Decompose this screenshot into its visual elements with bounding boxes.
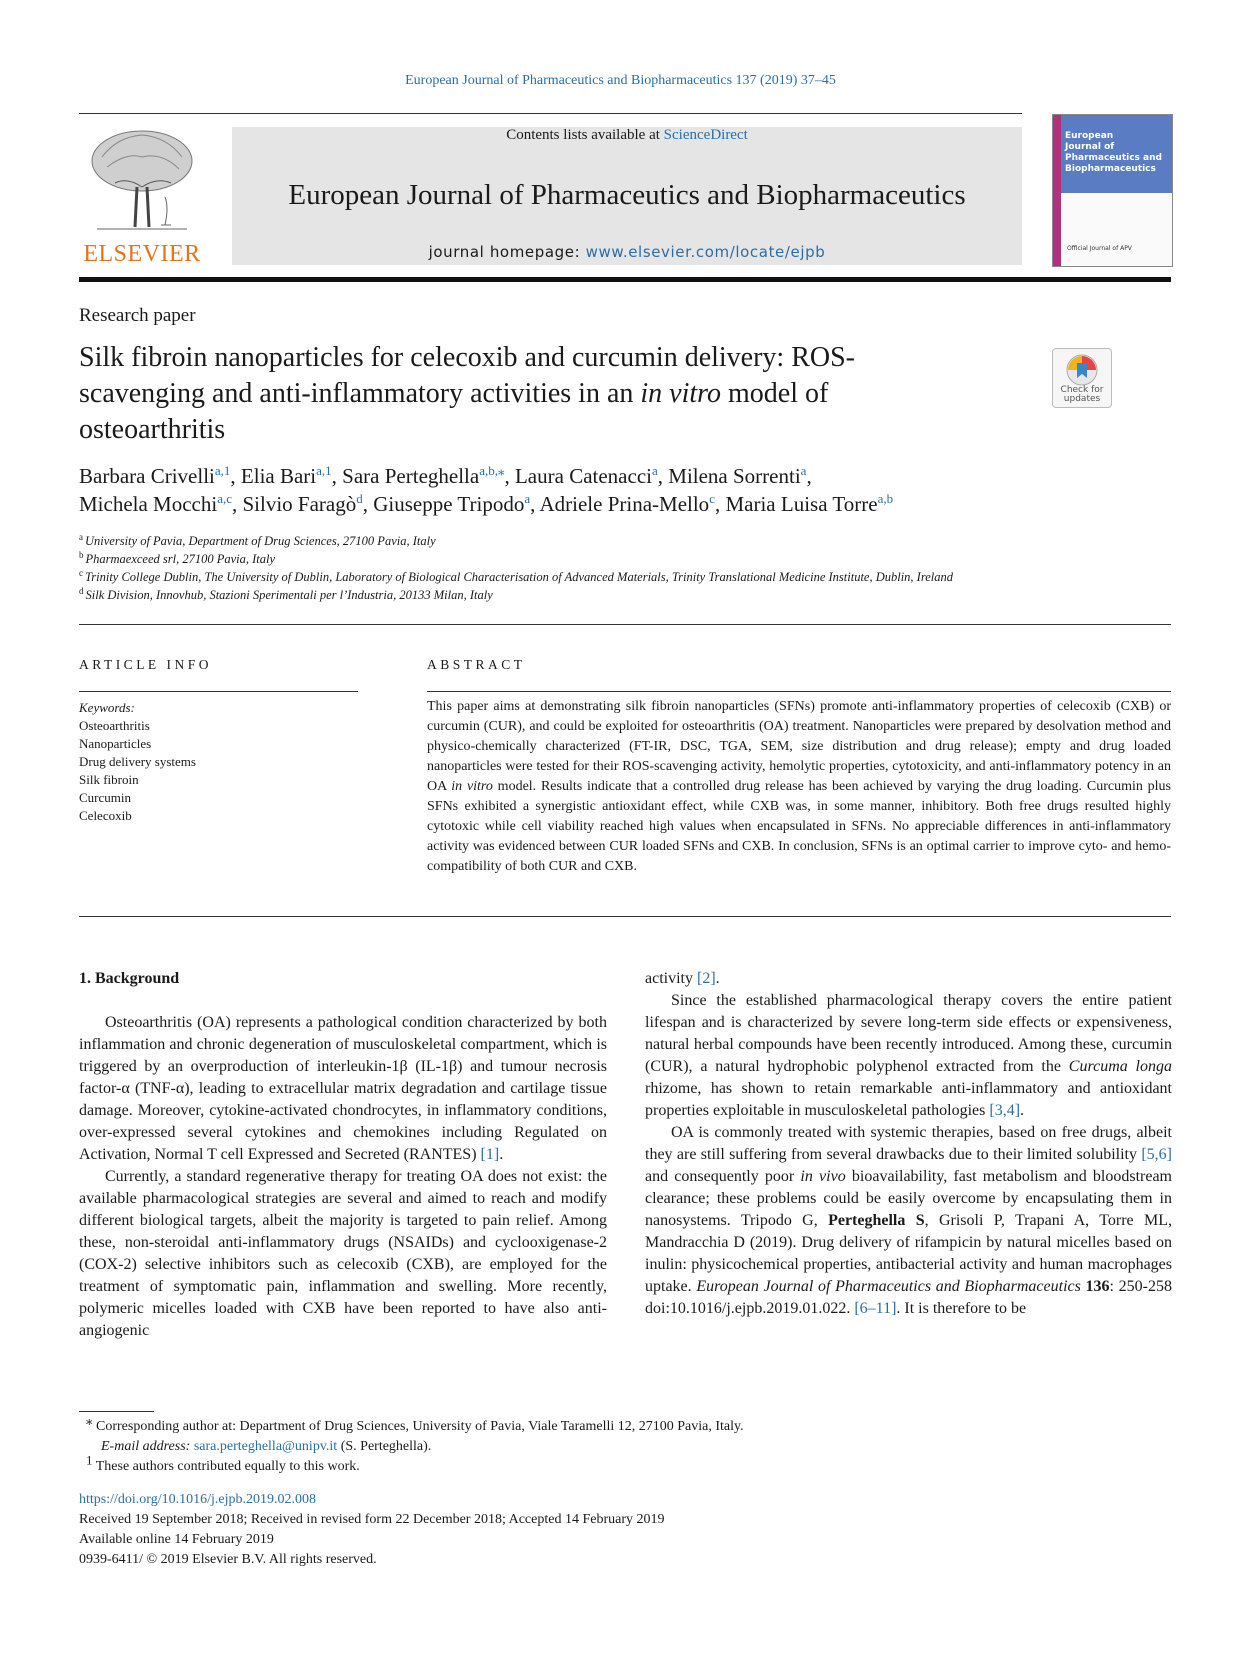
author[interactable]: Giuseppe Tripodo$^a$ bbox=[373, 491, 531, 516]
author[interactable]: Silvio Faragò$^d$ bbox=[242, 491, 363, 516]
online-date: Available online 14 February 2019 bbox=[79, 1532, 274, 1547]
body-column-left bbox=[79, 968, 607, 1342]
author-affiliation-marker[interactable]: a,c bbox=[217, 491, 232, 506]
cover-title-line: European bbox=[1065, 131, 1114, 141]
citation-link[interactable]: [5,6] bbox=[1141, 1146, 1172, 1163]
affiliation: $^d$ Silk Division, Innovhub, Stazioni Sperimentali per l’Industria, 20133 Milan, Italy bbox=[79, 585, 493, 602]
journal-header-banner bbox=[232, 127, 1022, 265]
journal-homepage-line bbox=[232, 243, 1022, 261]
title-part: Silk fibroin nanoparticles for celecoxib and curcumin delivery: ROS-scavenging and anti-inflammatory activities in an bbox=[79, 342, 856, 409]
author-affiliation-marker[interactable]: a bbox=[800, 463, 807, 478]
paragraph: Currently, a standard regenerative therapy for treating OA does not exist: the available pharmacological strategies are several and aimed to reach and modify different biological targets, albeit the majority is targeted to pain relief. Among these, non-steroidal anti-inflammatory drugs (NSAIDs) and cyclooxigenase-2 (COX-2) selective inhibitors such as celecoxib (CXB), are employed for the treatment of symptomatic pain, inflammation and swelling. More recently, polymeric micelles loaded with CXB have been reported to have also anti-angiogenic bbox=[79, 1168, 607, 1339]
article-title bbox=[79, 340, 979, 448]
crossmark-label: Check for updates bbox=[1060, 385, 1104, 404]
keyword: Osteoarthritis bbox=[79, 718, 150, 733]
homepage-prefix: journal homepage: bbox=[428, 243, 586, 261]
journal-citation[interactable]: European Journal of Pharmaceutics and Biopharmaceutics 137 (2019) 37–45 bbox=[405, 73, 836, 88]
received-dates: Received 19 September 2018; Received in revised form 22 December 2018; Accepted 14 February 2019 bbox=[79, 1512, 665, 1527]
cover-title-line: Journal of bbox=[1065, 142, 1115, 152]
citation-link[interactable]: [1] bbox=[480, 1146, 500, 1163]
author[interactable]: Laura Catenacci$^a$ bbox=[514, 463, 658, 488]
cover-title-line: Biopharmaceutics bbox=[1065, 164, 1156, 174]
author-affiliation-marker[interactable]: c bbox=[709, 491, 715, 506]
affiliation: $^c$ Trinity College Dublin, The University of Dublin, Laboratory of Biological Characterisation of Advanced Materials, Trinity Translational Medicine Institute, Dublin, Ireland bbox=[79, 567, 954, 584]
author-affiliation-marker[interactable]: d bbox=[356, 491, 363, 506]
affiliation-list bbox=[79, 532, 1169, 604]
cover-footer: Official Journal of APV bbox=[1067, 245, 1132, 252]
citation-link[interactable]: [2] bbox=[696, 970, 716, 987]
author[interactable]: Maria Luisa Torre$^{a,b}$ bbox=[725, 491, 894, 516]
footnote-equal: $^1$ These authors contributed equally to this work. bbox=[86, 1452, 360, 1474]
divider bbox=[79, 916, 1171, 917]
journal-title: European Journal of Pharmaceutics and Biopharmaceutics bbox=[288, 179, 966, 211]
keywords-block bbox=[79, 699, 359, 825]
keyword: Nanoparticles bbox=[79, 736, 152, 751]
author-affiliation-marker[interactable]: a bbox=[524, 491, 531, 506]
contents-line bbox=[232, 127, 1022, 144]
author[interactable]: Elia Bari$^{a,1}$ bbox=[240, 463, 332, 488]
check-for-updates-button[interactable] bbox=[1052, 348, 1112, 408]
contents-prefix: Contents lists available at bbox=[506, 127, 664, 143]
title-italic: in vitro bbox=[640, 378, 722, 409]
author[interactable]: Milena Sorrenti$^a$ bbox=[668, 463, 807, 488]
cover-title bbox=[1065, 131, 1169, 175]
keywords-label: Keywords: bbox=[79, 700, 135, 715]
citation-link[interactable]: [3,4] bbox=[989, 1102, 1021, 1119]
divider bbox=[79, 691, 358, 692]
article-info-heading: ARTICLE INFO bbox=[79, 657, 213, 672]
crossmark-icon bbox=[1065, 353, 1099, 387]
footnotes bbox=[79, 1412, 1169, 1477]
paragraph: Osteoarthritis (OA) represents a pathological condition characterized by both inflammation and chronic degeneration of musculoskeletal compartment, which is triggered by an overproduction of interleukin-1β (IL-1β) and tumour necrosis factor-α (TNF-α), leading to extracellular matrix degradation and cartilage tissue damage. Moreover, cytokine-activated chondrocytes, in inflammatory conditions, over-expressed several cytokines and chemokines including Regulated on Activation, Normal T cell Expressed and Secreted (RANTES) [1]. bbox=[79, 1014, 607, 1163]
author-affiliation-marker[interactable]: a,b bbox=[877, 491, 894, 506]
article-type: Research paper bbox=[79, 305, 196, 326]
footnote-email: E-mail address: sara.perteghella@unipv.it (S. Perteghella). bbox=[101, 1439, 432, 1454]
author-list: Barbara Crivelli$^{a,1}$, Elia Bari$^{a,1}$, Sara Perteghella$^{a,b,⁎}$, Laura Catenacci$^a$, Milena Sorrenti$^a$, Michela Mocchi$^{a,c}$, Silvio Faragò$^d$, Giuseppe Tripodo$^a$, Adriele Prina-Mello$^c$, Maria Luisa Torre$^{a,b}$ bbox=[79, 463, 894, 516]
citation-link[interactable]: [6–11] bbox=[854, 1300, 897, 1317]
publisher-name: ELSEVIER bbox=[83, 241, 201, 267]
title-part: model of osteoarthritis bbox=[79, 378, 829, 445]
author-affiliation-marker[interactable]: a,b,⁎ bbox=[479, 463, 505, 478]
body-column-right bbox=[645, 968, 1172, 1320]
keyword: Celecoxib bbox=[79, 808, 132, 823]
sciencedirect-link[interactable]: ScienceDirect bbox=[663, 127, 748, 143]
abstract-heading: ABSTRACT bbox=[427, 657, 526, 672]
header-rule bbox=[79, 113, 1022, 114]
divider bbox=[79, 624, 1171, 625]
journal-homepage-link[interactable]: www.elsevier.com/locate/ejpb bbox=[585, 243, 826, 261]
section-heading: 1. Background bbox=[79, 970, 180, 987]
publication-info bbox=[79, 1490, 1169, 1570]
header-thick-rule bbox=[79, 277, 1171, 282]
keyword: Curcumin bbox=[79, 790, 131, 805]
author[interactable]: Barbara Crivelli$^{a,1}$ bbox=[79, 463, 231, 488]
keyword: Silk fibroin bbox=[79, 772, 139, 787]
divider bbox=[427, 691, 1171, 692]
paragraph-continuation: activity [2]. bbox=[645, 970, 720, 987]
copyright: 0939-6411/ © 2019 Elsevier B.V. All rights reserved. bbox=[79, 1552, 377, 1567]
keyword: Drug delivery systems bbox=[79, 754, 196, 769]
affiliation: $^a$ University of Pavia, Department of Drug Sciences, 27100 Pavia, Italy bbox=[79, 531, 436, 548]
elsevier-tree-icon bbox=[87, 127, 197, 235]
journal-cover-thumbnail[interactable] bbox=[1052, 114, 1173, 267]
elsevier-logo bbox=[79, 127, 205, 268]
affiliation: $^b$ Pharmaexceed srl, 27100 Pavia, Italy bbox=[79, 549, 276, 566]
email-link[interactable]: sara.perteghella@unipv.it bbox=[193, 1439, 338, 1454]
author[interactable]: Sara Perteghella$^{a,b,⁎}$ bbox=[342, 463, 505, 488]
author-affiliation-marker[interactable]: a,1 bbox=[214, 463, 231, 478]
abstract-text: This paper aims at demonstrating silk fibroin nanoparticles (SFNs) promote anti-inflammatory properties of celecoxib (CXB) or curcumin (CUR), and could be exploited for osteoarthritis (OA) treatment. Nanoparticles were prepared by desolvation method and physico-chemically characterized (FT-IR, DSC, TGA, SEM, size distribution and drug release); empty and drug loaded nanoparticles were tested for their ROS-scavenging activity, hemolytic properties, cytotoxicity, and anti-inflammatory potency in an OA in vitro model. Results indicate that a controlled drug release has been achieved by varying the drug loading. Curcumin plus SFNs exhibited a synergistic antioxidant effect, while CXB was, in some manner, inhibitory. Both free drugs resulted highly cytotoxic while cell viability reached high values when encapsulated in SFNs. No appreciable differences in anti-inflammatory activity was evidenced between CUR loaded SFNs and CXB. In conclusion, SFNs is an optimal carrier to improve cyto- and hemo-compatibility of both CUR and CXB. bbox=[427, 699, 1171, 874]
author[interactable]: Adriele Prina-Mello$^c$ bbox=[539, 491, 715, 516]
author[interactable]: Michela Mocchi$^{a,c}$ bbox=[79, 491, 232, 516]
cover-title-line: Pharmaceutics and bbox=[1065, 153, 1162, 163]
footnote-corresponding: ⁎ Corresponding author at: Department of Drug Sciences, University of Pavia, Viale Taramelli 12, 27100 Pavia, Italy. bbox=[86, 1412, 744, 1434]
doi-link[interactable]: https://doi.org/10.1016/j.ejpb.2019.02.008 bbox=[79, 1492, 316, 1507]
author-affiliation-marker[interactable]: a,1 bbox=[316, 463, 332, 478]
author-affiliation-marker[interactable]: a bbox=[651, 463, 658, 478]
cover-strip bbox=[1053, 115, 1061, 266]
paragraph: OA is commonly treated with systemic therapies, based on free drugs, albeit they are still suffering from several drawbacks due to their limited solubility [5,6] and consequently poor in vivo bioavailability, fast metabolism and bloodstream clearance; these problems could be easily overcome by encapsulating them in nanosystems. Tripodo G, Perteghella S, Grisoli P, Trapani A, Torre ML, Mandracchia D (2019). Drug delivery of rifampicin by natural micelles based on inulin: physicochemical properties, antibacterial activity and human macrophages uptake. European Journal of Pharmaceutics and Biopharmaceutics 136: 250-258 doi:10.1016/j.ejpb.2019.01.022. [6–11]. It is therefore to be bbox=[645, 1124, 1173, 1317]
paragraph: Since the established pharmacological therapy covers the entire patient lifespan and is characterized by severe long-term side effects or expensiveness, natural herbal compounds have been recently introduced. Among these, curcumin (CUR), a natural hydrophobic polyphenol extracted from the Curcuma longa rhizome, has shown to retain remarkable anti-inflammatory and antioxidant properties exploitable in musculoskeletal pathologies [3,4]. bbox=[645, 992, 1173, 1119]
